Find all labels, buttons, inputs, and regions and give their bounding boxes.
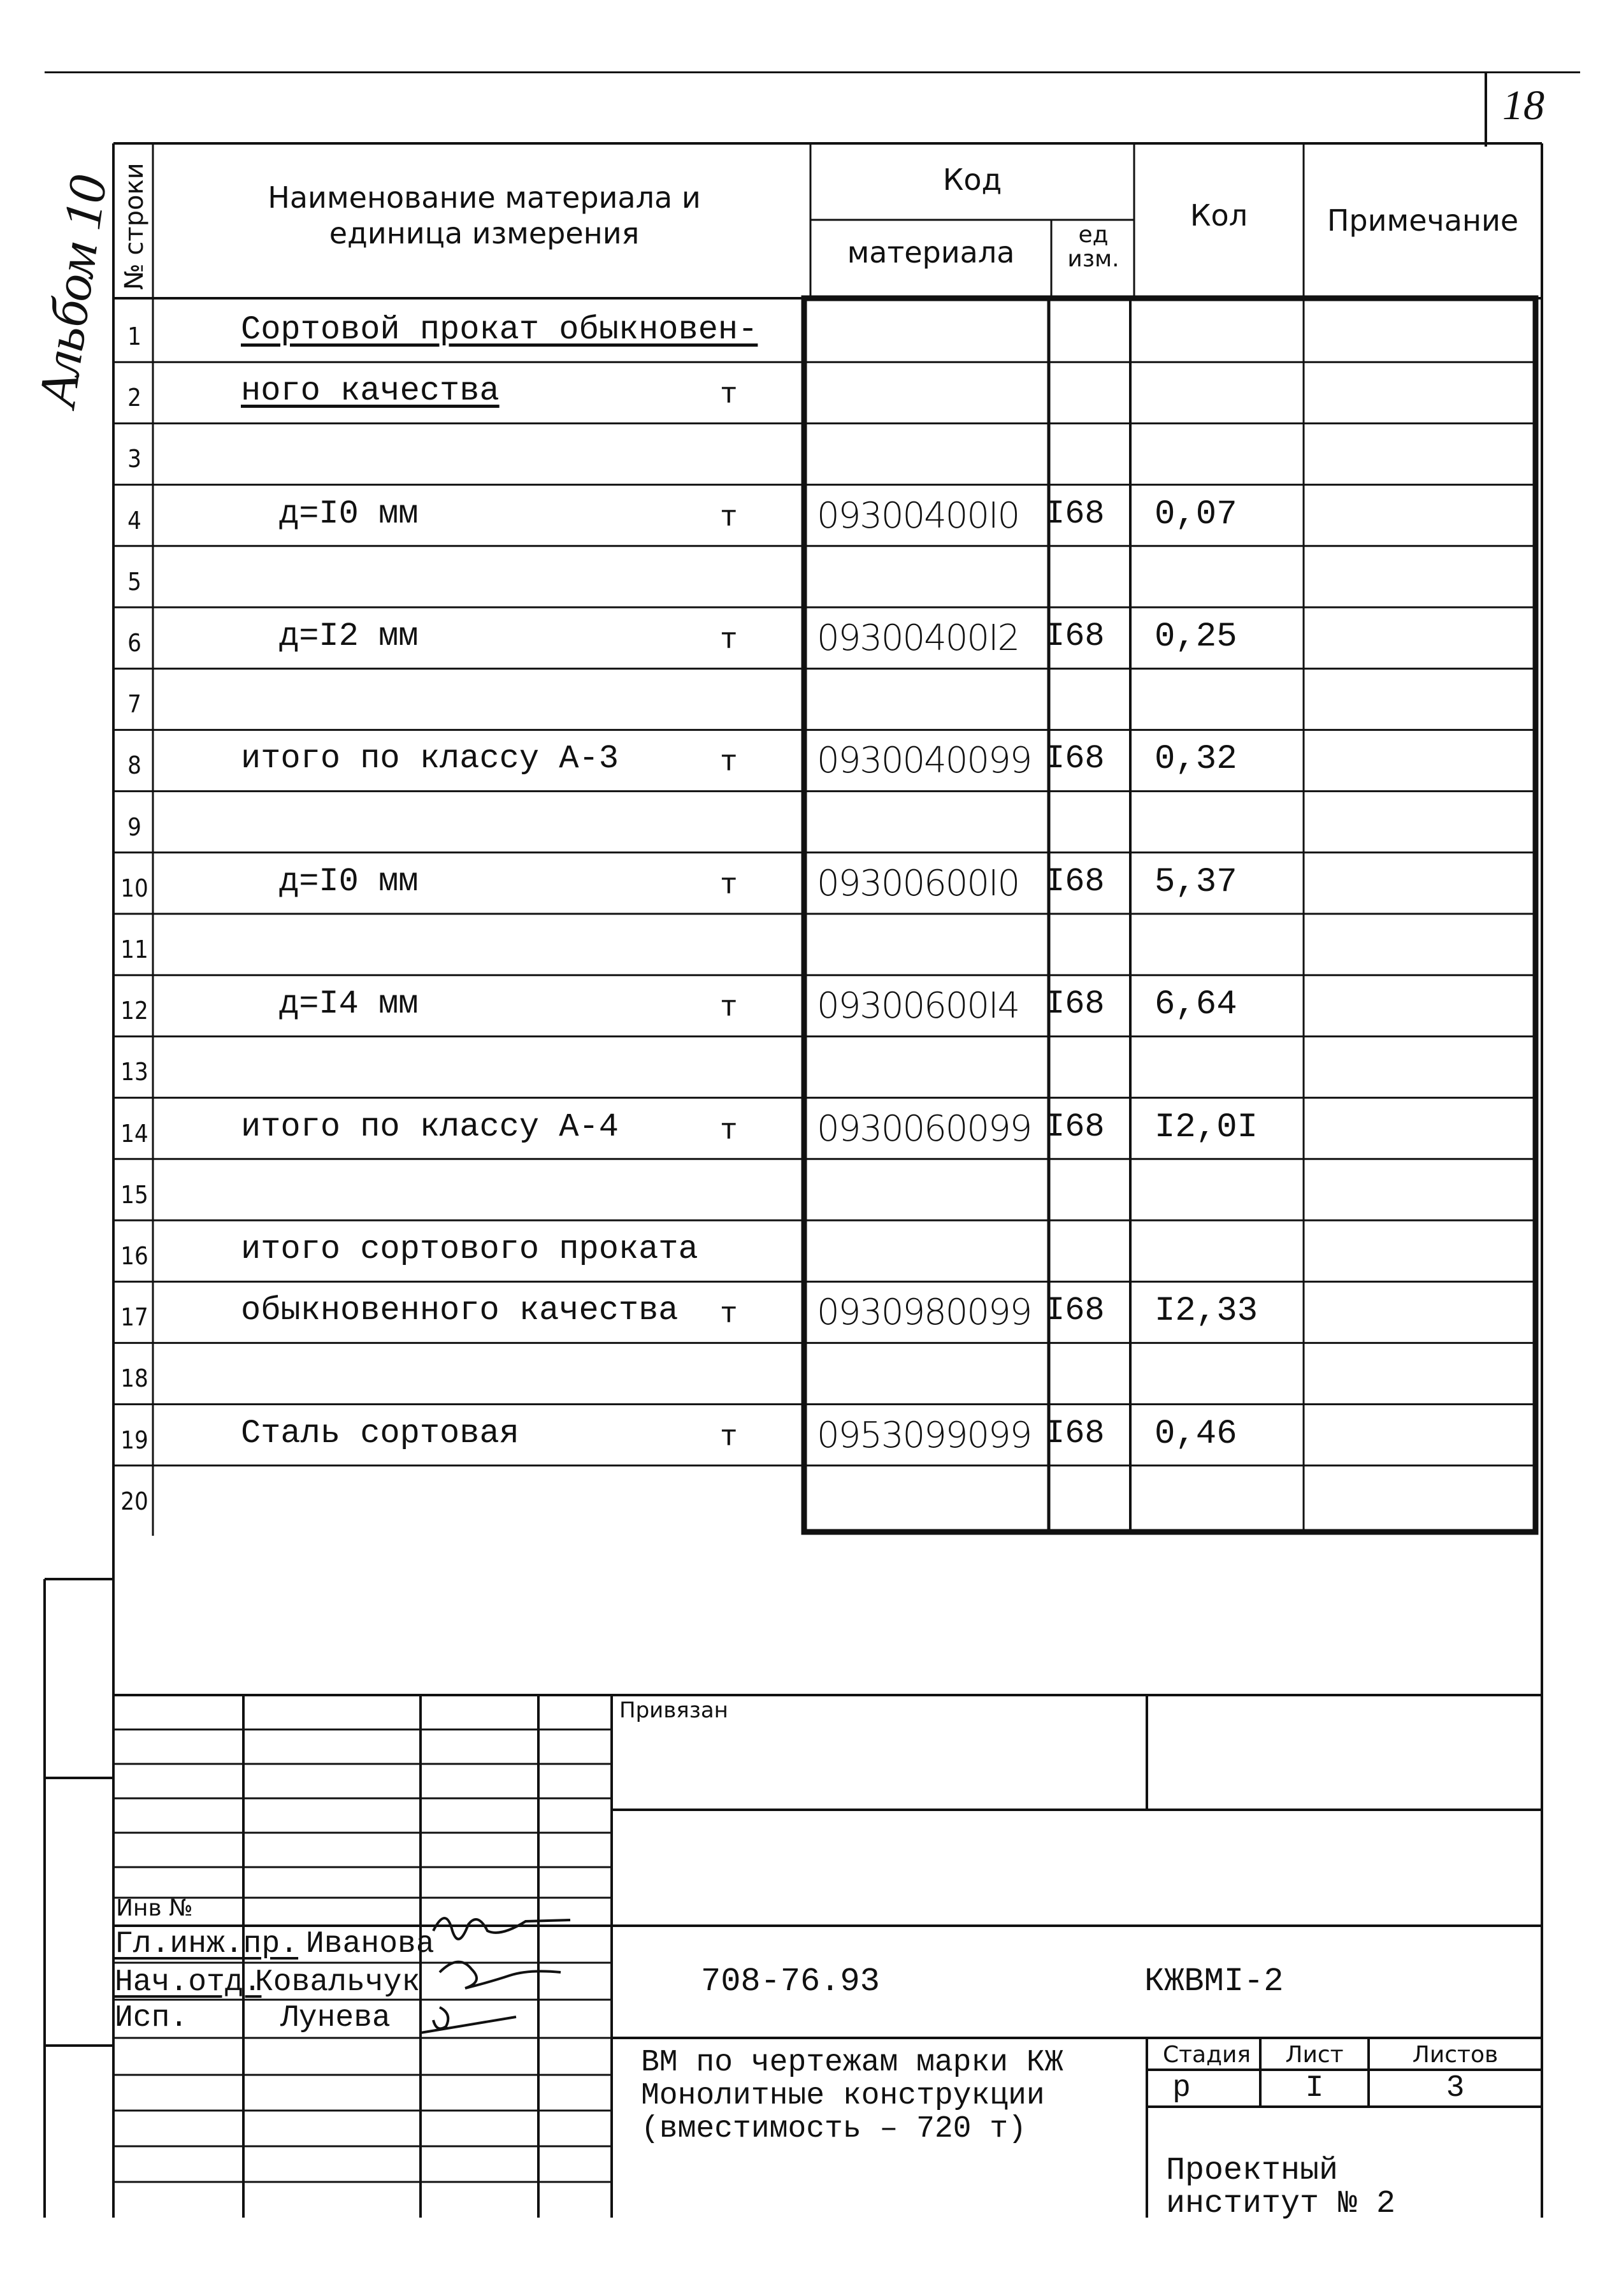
org-line-2: институт № 2 — [1166, 2186, 1396, 2222]
row-number: 14 — [120, 1119, 148, 1148]
unit-label: т — [720, 379, 738, 412]
quantity: I2,0I — [1155, 1108, 1258, 1147]
row-number: 15 — [120, 1180, 148, 1209]
sheet-number: 18 — [1502, 82, 1544, 129]
quantity: 0,07 — [1155, 495, 1237, 534]
row-number: 9 — [127, 812, 141, 841]
row-number: 7 — [127, 690, 141, 719]
row-number: 4 — [127, 506, 141, 535]
row-number: 19 — [120, 1426, 148, 1454]
row-number: 10 — [120, 874, 148, 902]
unit-label: т — [720, 992, 738, 1025]
material-code: 0953099099 — [817, 1414, 1032, 1456]
material-name: д=I4 мм — [279, 985, 419, 1023]
signature-scribbles — [421, 1918, 570, 2033]
sheet-value: I — [1305, 2071, 1324, 2105]
row-number: 6 — [127, 629, 141, 657]
sheets-value: 3 — [1446, 2071, 1465, 2105]
row-number: 18 — [120, 1364, 148, 1393]
person-name-1: Иванова — [306, 1927, 435, 1961]
row-number: 2 — [127, 384, 141, 412]
row-number: 8 — [127, 751, 141, 780]
row-number: 12 — [120, 997, 148, 1025]
material-name: Сталь сортовая — [241, 1414, 519, 1452]
unit-code: I68 — [1045, 1414, 1105, 1452]
unit-label: т — [720, 501, 738, 535]
unit-code: I68 — [1045, 617, 1105, 655]
unit-label: т — [720, 624, 738, 657]
sheets-label: Листов — [1412, 2042, 1499, 2068]
person-name-2: Ковальчук — [255, 1965, 421, 2000]
header-code-material: материала — [847, 235, 1015, 270]
row-number: 1 — [127, 322, 141, 350]
inv-label: Инв № — [116, 1895, 193, 1921]
person-role-2: Нач.отд. — [115, 1965, 262, 2000]
material-name: д=I2 мм — [279, 617, 419, 655]
row-number: 17 — [120, 1303, 148, 1332]
row-number: 11 — [120, 935, 148, 964]
unit-label: т — [720, 746, 738, 780]
unit-code: I68 — [1045, 1108, 1105, 1146]
unit-code: I68 — [1045, 495, 1105, 533]
material-name: Сортовой прокат обыкновен- — [241, 311, 758, 349]
unit-label: т — [720, 1298, 738, 1332]
material-code: 0930060099 — [817, 1108, 1032, 1150]
header-code: Код — [942, 162, 1002, 197]
header-qty: Кол — [1190, 198, 1248, 233]
quantity: 0,32 — [1155, 740, 1237, 779]
quantity: 6,64 — [1155, 985, 1237, 1025]
material-code: 09300400I2 — [817, 617, 1019, 659]
material-name: итого по классу А-3 — [241, 740, 619, 778]
person-name-3: Лунева — [280, 2001, 391, 2035]
row-number: 3 — [127, 445, 141, 473]
material-code: 09300600I0 — [817, 862, 1019, 904]
material-code: 0930980099 — [817, 1292, 1032, 1334]
title-line-3: (вместимость – 720 т) — [641, 2112, 1026, 2146]
doc-mark: КЖВМI-2 — [1144, 1963, 1284, 2000]
unit-label: т — [720, 869, 738, 902]
album-label: Альбом 10 — [27, 171, 119, 410]
header-name-line2: единица измерения — [329, 216, 640, 250]
material-name: ного качества — [241, 372, 500, 410]
quantity: 0,25 — [1155, 617, 1237, 656]
material-code: 0930040099 — [817, 740, 1032, 782]
unit-code: I68 — [1045, 862, 1105, 900]
unit-code: I68 — [1045, 985, 1105, 1023]
title-line-1: ВМ по чертежам марки КЖ — [641, 2046, 1063, 2080]
row-number: 5 — [127, 567, 141, 596]
material-name: д=I0 мм — [279, 862, 419, 900]
unit-code: I68 — [1045, 1292, 1105, 1330]
quantity: 5,37 — [1155, 862, 1237, 902]
bound-label: Привязан — [619, 1698, 728, 1723]
header-code-unit: ед изм. — [1067, 222, 1119, 272]
unit-code: I68 — [1045, 740, 1105, 778]
title-line-2: Монолитные конструкции — [641, 2079, 1045, 2113]
stage-label: Стадия — [1162, 2042, 1251, 2068]
row-number: 16 — [120, 1242, 148, 1270]
header-name-line1: Наименование материала и — [268, 180, 701, 215]
material-name: обыкновенного качества — [241, 1292, 679, 1330]
person-role-3: Исп. — [115, 2001, 189, 2035]
doc-number: 708-76.93 — [701, 1963, 880, 2000]
stage-value: р — [1172, 2071, 1191, 2105]
row-number: 13 — [120, 1058, 148, 1087]
material-name: итого по классу А-4 — [241, 1108, 619, 1146]
org-line-1: Проектный — [1166, 2153, 1339, 2189]
person-role-1: Гл.инж.пр. — [115, 1927, 299, 1961]
header-row-no: № строки — [120, 162, 149, 290]
material-name: д=I0 мм — [279, 495, 419, 533]
sheet-label: Лист — [1285, 2042, 1344, 2068]
header-note: Примечание — [1327, 203, 1519, 238]
quantity: I2,33 — [1155, 1292, 1258, 1331]
material-code: 09300600I4 — [817, 985, 1019, 1027]
material-code: 09300400I0 — [817, 495, 1019, 537]
row-number: 20 — [120, 1487, 148, 1515]
quantity: 0,46 — [1155, 1414, 1237, 1454]
unit-label: т — [720, 1420, 738, 1454]
material-name: итого сортового проката — [241, 1231, 698, 1268]
unit-label: т — [720, 1114, 738, 1148]
